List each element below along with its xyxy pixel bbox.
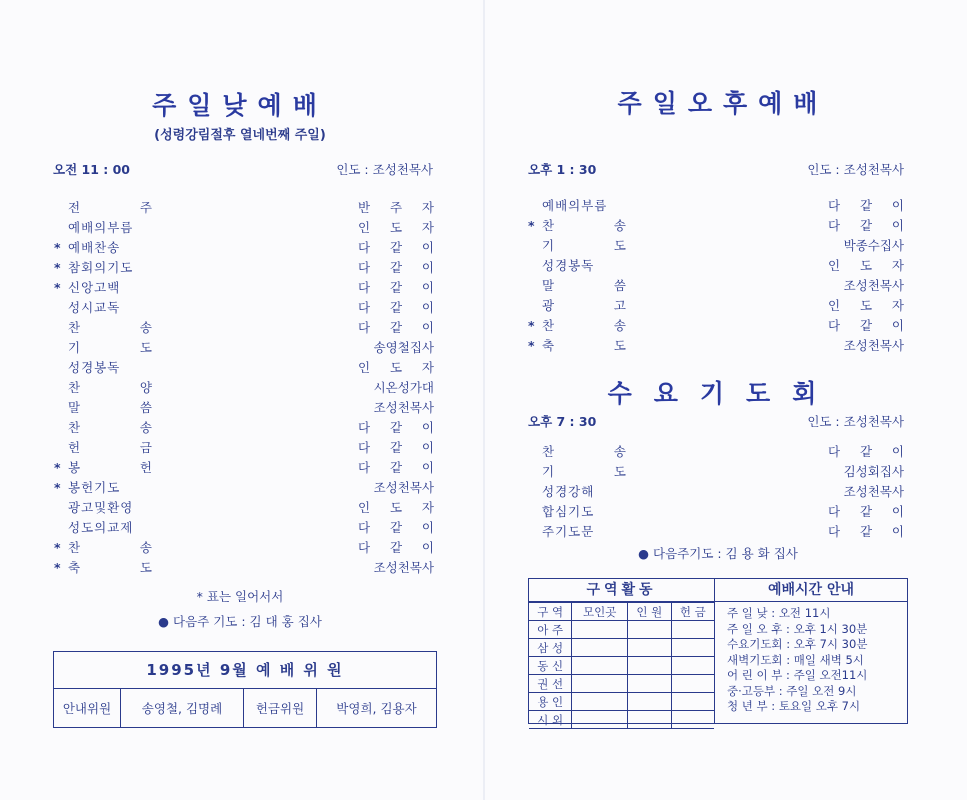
order-person: 조성천목사	[843, 484, 904, 499]
order-row	[528, 502, 904, 522]
zone-empty-cell	[628, 711, 672, 729]
order-row	[528, 296, 904, 316]
order-label: 찬 송	[542, 318, 626, 333]
order-person: 인 도 자	[828, 298, 904, 313]
order-label: 찬 송	[542, 444, 626, 459]
order-row	[54, 418, 434, 438]
offering-label: 헌금위원	[244, 689, 317, 727]
order-person: 다 같 이	[358, 540, 434, 555]
order-person: 다 같 이	[358, 240, 434, 255]
order-person: 조성천목사	[373, 400, 434, 415]
order-row	[528, 276, 904, 296]
order-person: 조성천목사	[373, 560, 434, 575]
stand-marker: *	[54, 560, 61, 575]
order-label: 신앙고백	[68, 280, 121, 295]
zone-empty-cell	[628, 657, 672, 675]
order-person: 다 같 이	[828, 524, 904, 539]
zone-empty-cell	[671, 621, 714, 639]
stand-marker: *	[528, 218, 535, 233]
order-row	[54, 478, 434, 498]
zone-row	[529, 675, 714, 693]
offering-names: 박영희, 김용자	[336, 701, 417, 716]
order-label: 성시교독	[68, 300, 121, 315]
order-person: 조성천목사	[373, 480, 434, 495]
stand-marker: *	[54, 260, 61, 275]
zone-header-cell: 구 역	[529, 603, 572, 621]
right-page	[488, 0, 967, 800]
zone-empty-cell	[671, 693, 714, 711]
order-row	[528, 522, 904, 542]
order-label: 참회의기도	[68, 260, 134, 275]
order-person: 다 같 이	[358, 280, 434, 295]
order-label: 예배의부름	[542, 198, 608, 213]
order-person: 다 같 이	[358, 320, 434, 335]
zone-empty-cell	[628, 621, 672, 639]
order-row	[54, 358, 434, 378]
morning-service-title: 주일낮예배	[152, 91, 328, 120]
service-time-item: 새벽기도회 : 매일 새벽 5시	[727, 652, 864, 667]
next-prayer-afternoon: ● 다음주기도 : 김 용 화 집사	[638, 546, 798, 561]
zone-empty-cell	[572, 657, 628, 675]
order-row	[54, 238, 434, 258]
order-label: 광고및환영	[68, 500, 134, 515]
committee-title: 1995년 9월 예 배 위 원	[54, 652, 436, 689]
service-time-item: 주 일 낮 : 오전 11시	[727, 606, 831, 620]
zone-empty-cell	[628, 639, 672, 657]
order-row	[54, 518, 434, 538]
afternoon-time: 오후 1 : 30	[528, 162, 597, 177]
order-person: 시온성가대	[373, 380, 434, 395]
order-person: 인 도 자	[828, 258, 904, 273]
order-row	[54, 538, 434, 558]
order-row	[528, 462, 904, 482]
afternoon-order-list	[528, 196, 904, 356]
order-person: 김성회집사	[843, 464, 904, 479]
zone-name-cell: 시 외	[529, 711, 572, 729]
next-prayer-morning: ● 다음주 기도 : 김 대 홍 집사	[158, 614, 322, 629]
order-row	[54, 278, 434, 298]
wednesday-time: 오후 7 : 30	[528, 414, 597, 429]
order-label: 헌 금	[68, 440, 152, 455]
stand-marker: *	[54, 280, 61, 295]
service-time-item: 청 년 부 : 토요일 오후 7시	[727, 699, 861, 713]
order-label: 봉헌기도	[68, 480, 121, 495]
order-person: 다 같 이	[828, 504, 904, 519]
guide-label: 안내위원	[54, 689, 121, 727]
order-person: 다 같 이	[828, 198, 904, 213]
service-time-item: 어 린 이 부 : 주일 오전11시	[727, 668, 868, 682]
afternoon-leader: 인도 : 조성천목사	[807, 162, 904, 177]
order-row	[54, 458, 434, 478]
zone-activity-table	[529, 602, 714, 729]
zone-empty-cell	[572, 693, 628, 711]
order-person: 다 같 이	[358, 300, 434, 315]
order-person: 다 같 이	[358, 260, 434, 275]
order-person: 다 같 이	[358, 520, 434, 535]
stand-marker: *	[528, 318, 535, 333]
zone-name-cell: 용 인	[529, 693, 572, 711]
order-person: 송영철집사	[373, 340, 434, 355]
zone-row	[529, 639, 714, 657]
service-time-item: 주 일 오 후 : 오후 1시 30분	[727, 621, 868, 636]
order-label: 말 씀	[68, 400, 152, 415]
morning-leader: 인도 : 조성천목사	[336, 162, 433, 177]
zone-empty-cell	[671, 657, 714, 675]
zone-empty-cell	[671, 711, 714, 729]
order-row	[54, 498, 434, 518]
zone-activity-title: 구역활동	[529, 579, 714, 602]
order-row	[54, 218, 434, 238]
order-person: 다 같 이	[828, 218, 904, 233]
guide-names: 송영철, 김명례	[121, 689, 244, 727]
afternoon-time-row	[528, 160, 904, 180]
order-row	[54, 338, 434, 358]
zone-empty-cell	[628, 675, 672, 693]
zone-empty-cell	[628, 693, 672, 711]
order-row	[528, 256, 904, 276]
order-person: 인 도 자	[358, 500, 434, 515]
order-label: 찬 양	[68, 380, 152, 395]
order-person: 인 도 자	[358, 360, 434, 375]
zone-header-cell: 모인곳	[572, 603, 628, 621]
wednesday-leader: 인도 : 조성천목사	[807, 414, 904, 429]
wednesday-order-list	[528, 442, 904, 542]
morning-time-row	[53, 160, 433, 180]
order-person: 박종수집사	[843, 238, 904, 253]
order-label: 성경봉독	[542, 258, 595, 273]
afternoon-service-title: 주일오후예배	[617, 89, 829, 118]
order-person: 다 같 이	[828, 318, 904, 333]
service-times-panel	[715, 579, 907, 723]
morning-service-subtitle: (성령강림절후 열네번째 주일)	[154, 128, 326, 143]
stand-marker: *	[54, 480, 61, 495]
order-label: 기 도	[68, 340, 152, 355]
service-time-item: 중·고등부 : 주일 오전 9시	[727, 683, 857, 698]
order-label: 성도의교제	[68, 520, 134, 535]
order-person: 다 같 이	[828, 444, 904, 459]
zone-name-cell: 동 신	[529, 657, 572, 675]
order-row	[528, 336, 904, 356]
zone-row	[529, 693, 714, 711]
order-label: 찬 송	[68, 540, 152, 555]
order-label: 기 도	[542, 238, 626, 253]
wednesday-prayer-title: 수요기도회	[607, 379, 839, 408]
order-label: 주기도문	[542, 524, 595, 539]
zone-header-cell: 헌 금	[671, 603, 714, 621]
order-row	[54, 558, 434, 578]
zone-name-cell: 권 선	[529, 675, 572, 693]
order-person: 조성천목사	[843, 278, 904, 293]
service-times-title: 예배시간 안내	[715, 579, 907, 602]
stand-marker: *	[528, 338, 535, 353]
order-label: 찬 송	[68, 320, 152, 335]
order-label: 성경강해	[542, 484, 595, 499]
zone-empty-cell	[572, 639, 628, 657]
order-person: 다 같 이	[358, 420, 434, 435]
stand-marker: *	[54, 540, 61, 555]
order-label: 찬 송	[542, 218, 626, 233]
zone-row	[529, 621, 714, 639]
order-row	[54, 378, 434, 398]
order-person: 조성천목사	[843, 338, 904, 353]
service-times-list	[715, 602, 907, 715]
order-person: 인 도 자	[358, 220, 434, 235]
info-box	[528, 578, 908, 727]
order-label: 말 씀	[542, 278, 626, 293]
order-row	[54, 258, 434, 278]
order-label: 광 고	[542, 298, 626, 313]
zone-header-cell: 인 원	[628, 603, 672, 621]
zone-name-cell: 아 주	[529, 621, 572, 639]
order-label: 찬 송	[68, 420, 152, 435]
order-person: 다 같 이	[358, 460, 434, 475]
left-page	[0, 0, 480, 800]
zone-empty-cell	[572, 621, 628, 639]
zone-name-cell: 삼 성	[529, 639, 572, 657]
zone-activity-panel	[529, 579, 715, 727]
service-time-item: 수요기도회 : 오후 7시 30분	[727, 637, 868, 651]
order-label: 예배찬송	[68, 240, 121, 255]
order-person: 반 주 자	[358, 200, 434, 215]
order-row	[528, 442, 904, 462]
zone-row	[529, 711, 714, 729]
order-row	[528, 482, 904, 502]
zone-empty-cell	[572, 675, 628, 693]
order-row	[528, 316, 904, 336]
order-row	[54, 318, 434, 338]
zone-row	[529, 657, 714, 675]
page-fold	[483, 0, 485, 800]
zone-empty-cell	[671, 639, 714, 657]
order-person: 다 같 이	[358, 440, 434, 455]
order-label: 축 도	[542, 338, 626, 353]
zone-empty-cell	[671, 675, 714, 693]
order-label: 축 도	[68, 560, 152, 575]
order-row	[528, 196, 904, 216]
morning-time: 오전 11 : 00	[53, 162, 130, 177]
order-label: 전 주	[68, 200, 152, 215]
order-label: 봉 헌	[68, 460, 152, 475]
morning-order-list	[54, 198, 434, 578]
stand-marker: *	[54, 460, 61, 475]
wednesday-time-row	[528, 412, 904, 432]
order-row	[54, 438, 434, 458]
order-row	[54, 398, 434, 418]
order-row	[528, 216, 904, 236]
order-label: 기 도	[542, 464, 626, 479]
zone-empty-cell	[572, 711, 628, 729]
order-row	[54, 298, 434, 318]
stand-marker: *	[54, 240, 61, 255]
order-label: 성경봉독	[68, 360, 121, 375]
order-row	[54, 198, 434, 218]
standing-note: * 표는 일어서서	[196, 589, 284, 604]
order-label: 예배의부름	[68, 220, 134, 235]
order-label: 합심기도	[542, 504, 595, 519]
service-committee-box	[53, 651, 437, 728]
order-row	[528, 236, 904, 256]
